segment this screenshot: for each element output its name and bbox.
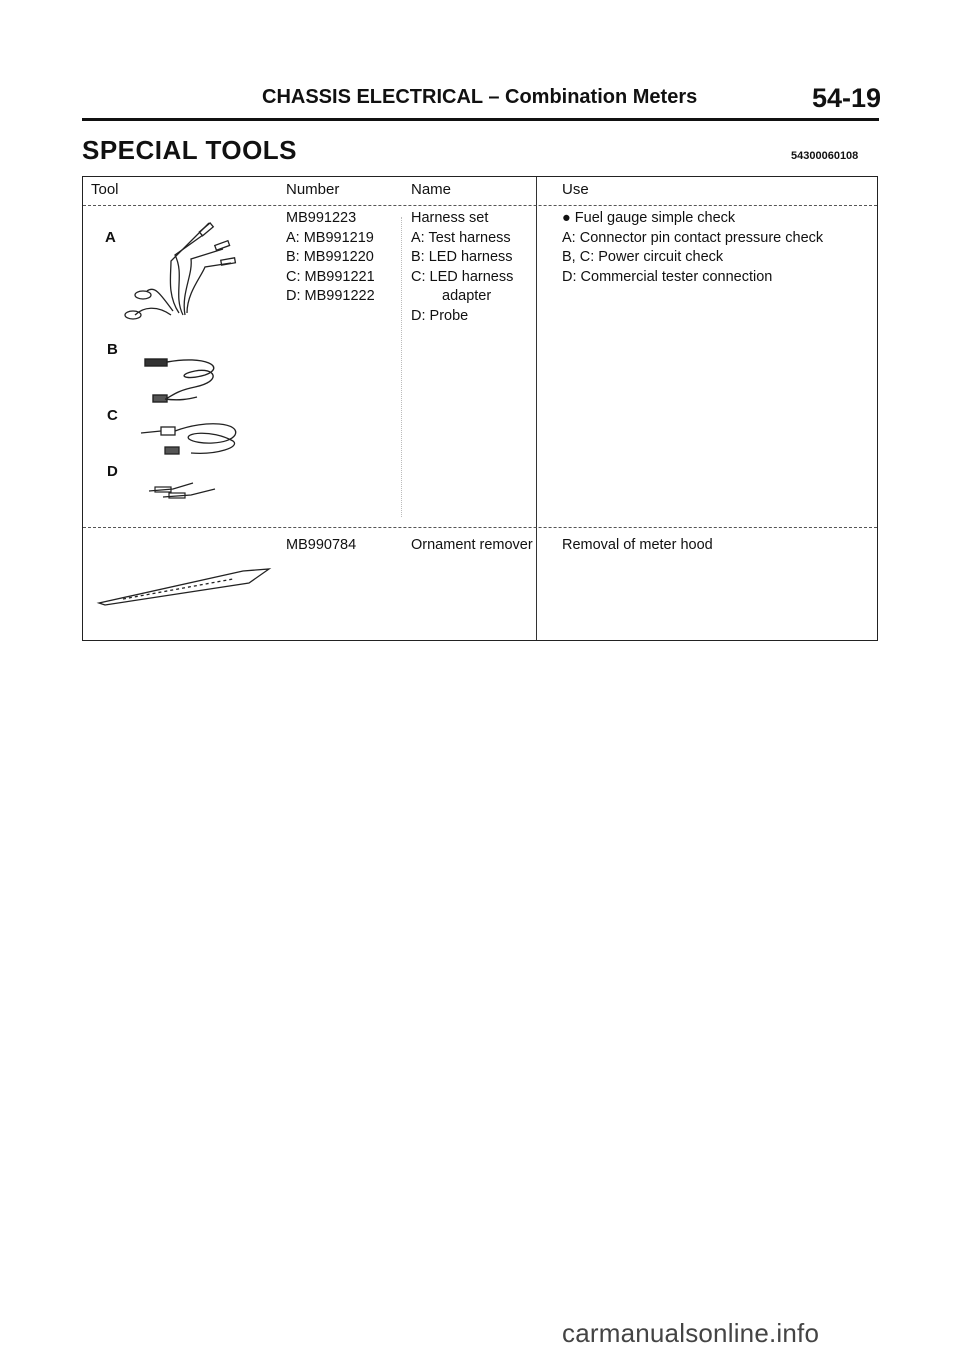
special-tools-table bbox=[82, 176, 878, 641]
header-tool: Tool bbox=[91, 181, 119, 198]
use-line: A: Connector pin contact pressure check bbox=[562, 229, 824, 246]
probe-illustration bbox=[143, 477, 227, 501]
test-harness-illustration bbox=[113, 215, 243, 325]
led-harness-adapter-illustration bbox=[137, 415, 247, 461]
tool-letter-c: C bbox=[107, 407, 118, 424]
tool-letter-a: A bbox=[105, 229, 116, 246]
header-rule bbox=[82, 118, 879, 121]
number-line: B: MB991220 bbox=[286, 249, 374, 265]
tool-name-ornament-remover: Ornament remover bbox=[411, 537, 533, 553]
tool-names-harness-set bbox=[411, 209, 513, 326]
page-header-title: CHASSIS ELECTRICAL – Combination Meters bbox=[262, 86, 698, 108]
name-line: C: LED harness bbox=[411, 268, 514, 285]
column-divider-name-use bbox=[536, 177, 537, 640]
section-code: 54300060108 bbox=[791, 150, 859, 162]
use-line: ● Fuel gauge simple check bbox=[562, 210, 736, 226]
name-line: A: Test harness bbox=[411, 229, 511, 246]
led-harness-illustration bbox=[135, 353, 235, 409]
column-divider-number-name bbox=[401, 217, 402, 517]
use-line: B, C: Power circuit check bbox=[562, 249, 724, 265]
number-line: D: MB991222 bbox=[286, 288, 375, 304]
number-line: C: MB991221 bbox=[286, 268, 375, 285]
name-line: B: LED harness bbox=[411, 249, 513, 265]
tool-number-ornament-remover: MB990784 bbox=[286, 537, 357, 553]
name-line: Harness set bbox=[411, 210, 489, 226]
tool-uses-harness-set bbox=[562, 209, 823, 287]
watermark: carmanualsonline.info bbox=[562, 1318, 820, 1348]
tool-letter-d: D bbox=[107, 463, 118, 480]
name-line: D: Probe bbox=[411, 307, 469, 324]
row-divider bbox=[83, 527, 877, 528]
tool-numbers-harness-set bbox=[286, 209, 375, 307]
page-number: 54-19 bbox=[812, 83, 882, 113]
tool-letter-b: B bbox=[107, 341, 118, 358]
header-divider bbox=[83, 205, 877, 206]
ornament-remover-illustration bbox=[93, 559, 273, 607]
name-line: adapter bbox=[442, 288, 492, 304]
number-line: MB991223 bbox=[286, 210, 357, 226]
number-line: A: MB991219 bbox=[286, 229, 374, 246]
header-number: Number bbox=[286, 181, 340, 198]
section-title: SPECIAL TOOLS bbox=[82, 135, 298, 165]
tool-use-ornament-remover: Removal of meter hood bbox=[562, 537, 713, 553]
use-line: D: Commercial tester connection bbox=[562, 268, 773, 285]
header-use: Use bbox=[562, 181, 589, 198]
header-name: Name bbox=[411, 181, 452, 198]
